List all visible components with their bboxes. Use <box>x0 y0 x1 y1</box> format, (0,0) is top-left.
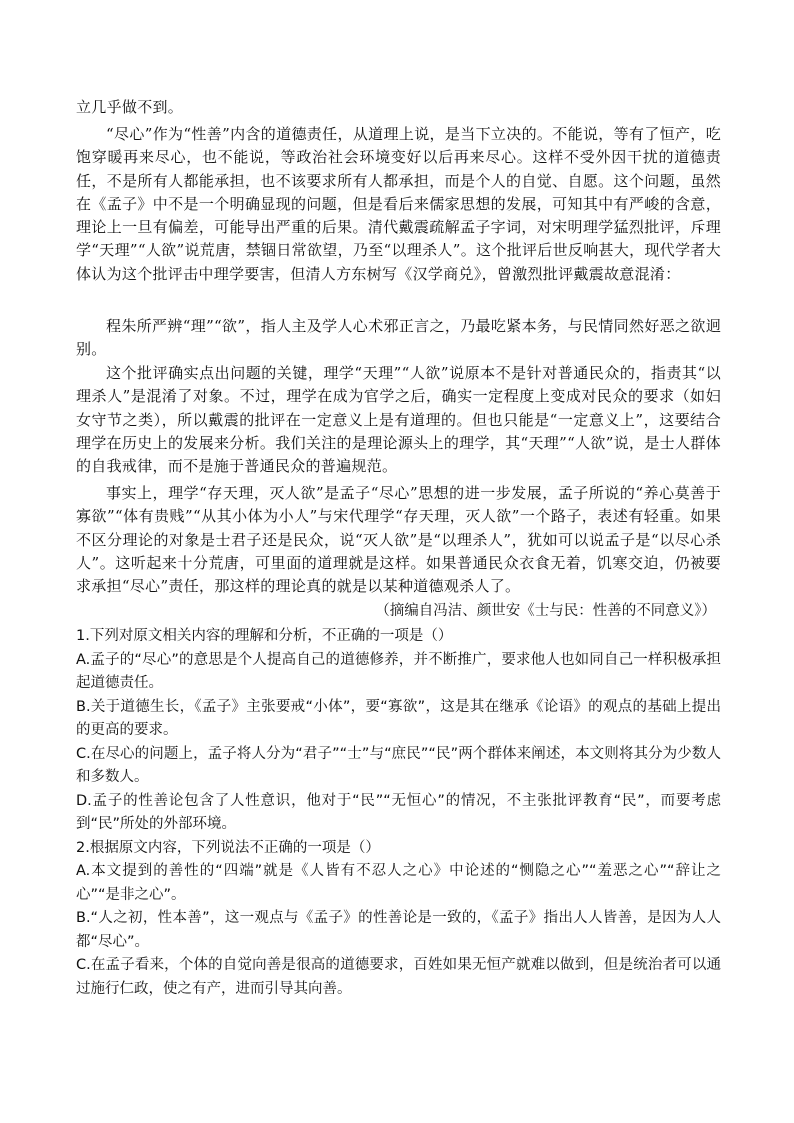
passage-paragraph-1: “尽心”作为“性善”内含的道德责任，从道理上说，是当下立决的。不能说，等有了恒产，吃饱穿暖再来尽心，也不能说，等政治社会环境变好以后再来尽心。这样不受外因干扰的道德责任，不是所有人都能承担，也不该要求所有人都承担，而是个人的自觉、自愿。这个问题，虽然在《孟子》中不是一个明确显现的问题，但是看后来儒家思想的发展，可知其中有严峻的含意，理论上一旦有偏差，可能导出严重的后果。清代戴震疏解孟子字词，对宋明理学猛烈批评，斥理学“天理”“人欲”说荒唐，禁锢日常欲望，乃至“以理杀人”。这个批评后世反响甚大，现代学者大体认为这个批评击中理学要害，但清人方东树写《汉学商兑》，曾激烈批评戴震故意混淆： <box>76 125 721 283</box>
question-2-stem: 2.根据原文内容，下列说法不正确的一项是（） <box>76 839 380 856</box>
question-1-option-d: D.孟子的性善论包含了人性意识，他对于“民”“无恒心”的情况，不主张批评教育“民”，而要考虑到“民”所处的外部环境。 <box>76 792 721 832</box>
question-1-option-a: A.孟子的“尽心”的意思是个人提高自己的道德修养，并不断推广，要求他人也如同自己一样积极承担起道德责任。 <box>76 651 721 691</box>
question-2-option-a: A.本文提到的善性的“四端”就是《人皆有不忍人之心》中论述的“恻隐之心”“羞恶之心”“辞让之心”“是非之心”。 <box>76 863 721 903</box>
question-1-stem: 1.下列对原文相关内容的理解和分析，不正确的一项是（） <box>76 628 453 644</box>
passage-paragraph-3: 事实上，理学“存天理，灭人欲”是孟子“尽心”思想的进一步发展，孟子所说的“养心莫善于寡欲”“体有贵贱”“从其小体为小人”与宋代理学“存天理，灭人欲”一个路子，表述有轻重。如果不区分理论的对象是士君子还是民众，说“灭人欲”是“以理杀人”，犹如可以说孟子是“以尽心杀人”。这听起来十分荒唐，可里面的道理就是这样。如果普通民众衣食无着，饥寒交迫，仍被要求承担“尽心”责任，那这样的理论真的就是以某种道德观杀人了。 <box>76 484 721 596</box>
question-2-option-c: C.在孟子看来，个体的自觉向善是很高的道德要求，百姓如果无恒产就难以做到，但是统治者可以通过施行仁政，使之有产，进而引导其向善。 <box>76 957 721 997</box>
question-1-option-b: B.关于道德生长，《孟子》主张要戒“小体”，要“寡欲”，这是其在继承《论语》的观点的基础上提出的更高的要求。 <box>76 698 721 738</box>
passage-first-line: 立几乎做不到。 <box>76 98 184 116</box>
question-2-option-b: B.“人之初，性本善”，这一观点与《孟子》的性善论是一致的，《孟子》指出人人皆善，是因为人人都“尽心”。 <box>76 910 721 950</box>
question-1-option-c: C.在尽心的问题上，孟子将人分为“君子”“士”与“庶民”“民”两个群体来阐述，本文则将其分为少数人和多数人。 <box>76 745 721 785</box>
passage-source: （摘编自冯洁、颜世安《士与民：性善的不同意义》） <box>375 603 716 619</box>
passage-quote: 程朱所严辨“理”“欲”，指人主及学人心术邪正言之，乃最吃紧本务，与民情同然好恶之欲迥别。 <box>76 317 721 359</box>
passage-paragraph-2: 这个批评确实点出问题的关键，理学“天理”“人欲”说原本不是针对普通民众的，指责其“以理杀人”是混淆了对象。不过，理学在成为官学之后，确实一定程度上变成对民众的要求（如妇女守节之类），所以戴震的批评在一定意义上是有道理的。但也只能是“一定意义上”，这要结合理学在历史上的发展来分析。我们关注的是理论源头上的理学，其“天理”“人欲”说，是士人群体的自我戒律，而不是施于普通民众的普遍规范。 <box>76 364 721 476</box>
questions-section <box>76 625 721 1001</box>
